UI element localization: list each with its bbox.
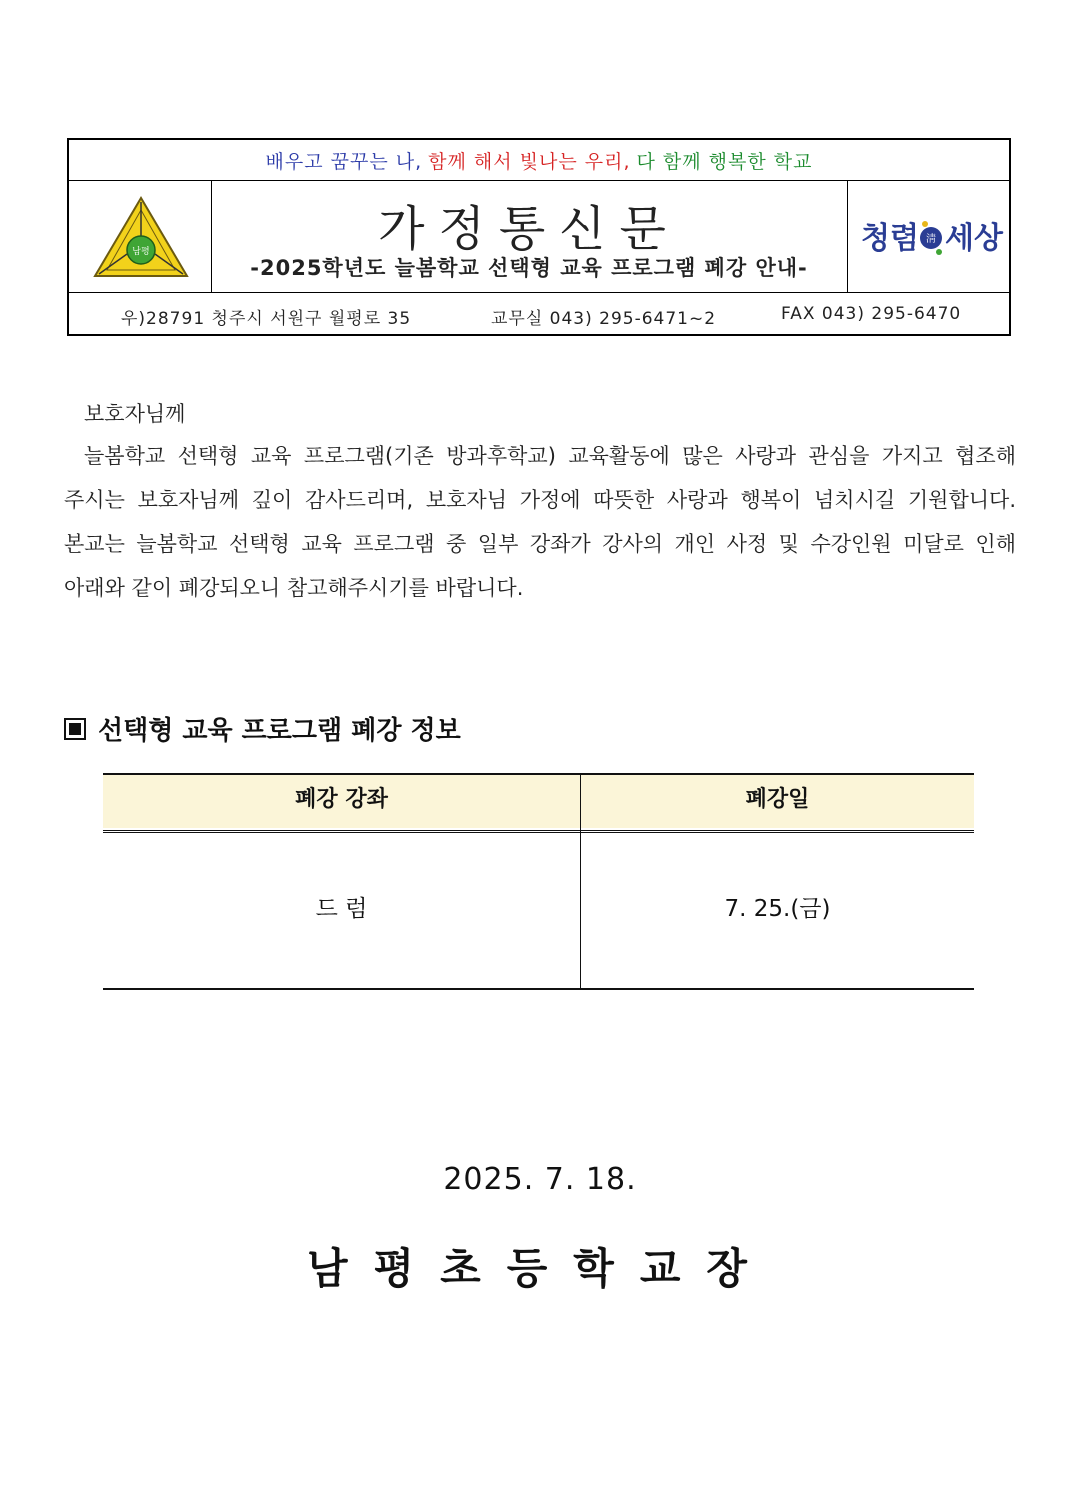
svg-text:세상: 세상 (945, 221, 1003, 256)
contact-row (69, 292, 1009, 334)
motto-part-2: 함께 해서 빛나는 우리, (428, 150, 631, 173)
svg-text:남평: 남평 (132, 247, 150, 257)
newsletter-header (67, 138, 1011, 336)
table-cell-course: 드 럼 (315, 896, 368, 922)
table-header-course: 폐강 강좌 (295, 787, 388, 812)
section-heading (64, 710, 461, 747)
integrity-slogan-logo-icon (847, 180, 1009, 292)
greeting: 보호자님께 (84, 402, 186, 426)
table-header-date: 폐강일 (745, 787, 810, 812)
motto-part-3: 다 함께 행복한 학교 (636, 150, 813, 173)
page-subtitle: -2025학년도 늘봄학교 선택형 교육 프로그램 폐강 안내- (250, 256, 808, 280)
body-paragraph (64, 434, 1016, 610)
paragraph-line: 늘봄학교 선택형 교육 프로그램(기존 방과후학교) 교육활동에 많은 사랑과 관심을 가지고 협조해 (84, 444, 1016, 468)
fax-number: FAX 043) 295-6470 (781, 304, 962, 324)
office-phone: 교무실 043) 295-6471~2 (491, 309, 717, 329)
page-title: 가정통신문 (378, 201, 680, 257)
table-column-divider (580, 773, 581, 988)
school-logo (69, 180, 212, 292)
svg-text:淸: 淸 (926, 234, 936, 245)
section-heading-text: 선택형 교육 프로그램 폐강 정보 (98, 716, 461, 746)
principal-signature: 남평초등학교장 (306, 1244, 773, 1293)
title-block (211, 180, 848, 292)
motto-part-1: 배우고 꿈꾸는 나, (265, 150, 423, 173)
school-address: 우)28791 청주시 서원구 월평로 35 (121, 309, 412, 329)
square-bullet-icon (64, 718, 86, 740)
paragraph-line: 주시는 보호자님께 깊이 감사드리며, 보호자님 가정에 따뜻한 사랑과 행복이 넘치시길 기원합니다. (64, 488, 1016, 512)
school-motto (69, 140, 1009, 181)
table-cell-date: 7. 25.(금) (724, 896, 831, 922)
paragraph-line: 아래와 같이 폐강되오니 참고해주시기를 바랍니다. (64, 576, 524, 600)
school-emblem-icon (69, 180, 211, 292)
table-bottom-rule (103, 988, 974, 990)
closure-info-table (103, 773, 974, 990)
integrity-slogan (847, 180, 1009, 292)
paragraph-line: 본교는 늘봄학교 선택형 교육 프로그램 중 일부 강좌가 강사의 개인 사정 및 수강인원 미달로 인해 (64, 532, 1016, 556)
issue-date: 2025. 7. 18. (443, 1162, 637, 1197)
title-row (69, 180, 1009, 293)
svg-text:청렴: 청렴 (861, 221, 919, 256)
